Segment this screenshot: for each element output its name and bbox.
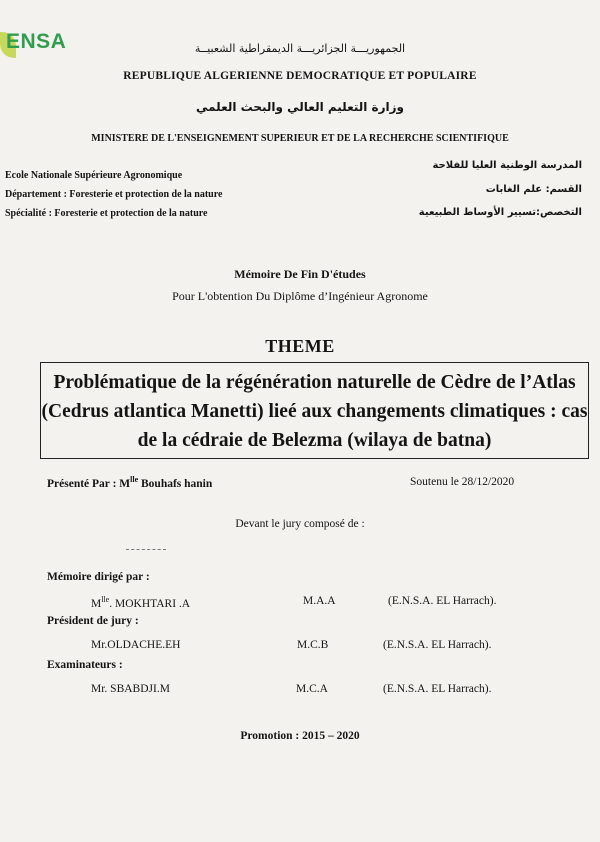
examiner-grade: M.C.A	[296, 683, 328, 695]
department-line: Département : Foresterie et protection de la nature	[5, 189, 223, 200]
director-grade: M.A.A	[303, 595, 336, 607]
director-name-sup: lle	[101, 595, 110, 604]
jury-intro: Devant le jury composé de :	[235, 518, 365, 530]
president-institution: (E.N.S.A. EL Harrach).	[383, 639, 492, 651]
director-name-prefix: M	[91, 597, 102, 610]
thesis-title: Problématique de la régénération naturelle de Cèdre de l’Atlas (Cedrus atlantica Manetti) lieé aux changements climatiques : cas de la cédraie de Belezma (wilaya de batna)	[41, 372, 588, 451]
examiners-label: Examinateurs :	[47, 659, 123, 671]
examiner-name: Mr. SBABDJI.M	[91, 683, 170, 695]
director-institution: (E.N.S.A. EL Harrach).	[388, 595, 497, 607]
logo-text: ENSA	[6, 30, 67, 53]
director-name	[91, 595, 190, 610]
arabic-republic-heading: الجمهوريـــة الجزائريـــة الديمقراطية الشعبيــة	[194, 42, 406, 55]
president-grade: M.C.B	[297, 639, 329, 651]
thesis-purpose: Pour L'obtention Du Diplôme d’Ingénieur Agronome	[172, 289, 428, 303]
arabic-ministry-heading: وزارة التعليم العالي والبحث العلمي	[195, 100, 405, 114]
president-label: Président de jury :	[47, 615, 139, 627]
school-name-arabic: المدرسة الوطنية العليا للفلاحة	[432, 160, 582, 171]
specialty-line: Spécialité : Foresterie et protection de la nature	[5, 208, 208, 219]
director-name-text: . MOKHTARI .A	[109, 597, 191, 610]
department-line-arabic: القسم: علم الغابات	[485, 184, 582, 195]
school-name: Ecole Nationale Supérieure Agronomique	[5, 170, 183, 181]
president-name: Mr.OLDACHE.EH	[91, 639, 181, 651]
presented-by-sup: lle	[130, 475, 139, 484]
thesis-type: Mémoire De Fin D'études	[234, 267, 366, 281]
director-label: Mémoire dirigé par :	[47, 571, 150, 583]
presented-by	[47, 475, 212, 490]
presented-by-prefix: Présenté Par : M	[47, 477, 131, 490]
ministry-heading: MINISTERE DE L'ENSEIGNEMENT SUPERIEUR ET DE LA RECHERCHE SCIENTIFIQUE	[91, 133, 509, 144]
defense-date: Soutenu le 28/12/2020	[410, 476, 515, 488]
promotion: Promotion : 2015 – 2020	[240, 730, 360, 742]
theme-label: THEME	[265, 336, 335, 356]
presenter-name: Bouhafs hanin	[138, 477, 213, 490]
divider	[126, 549, 166, 550]
republic-heading: REPUBLIQUE ALGERIENNE DEMOCRATIQUE ET POPULAIRE	[123, 70, 477, 82]
title-box	[40, 362, 589, 459]
examiner-institution: (E.N.S.A. EL Harrach).	[383, 683, 492, 695]
specialty-line-arabic: التخصص:تسيير الأوساط الطبيعية	[418, 207, 582, 218]
